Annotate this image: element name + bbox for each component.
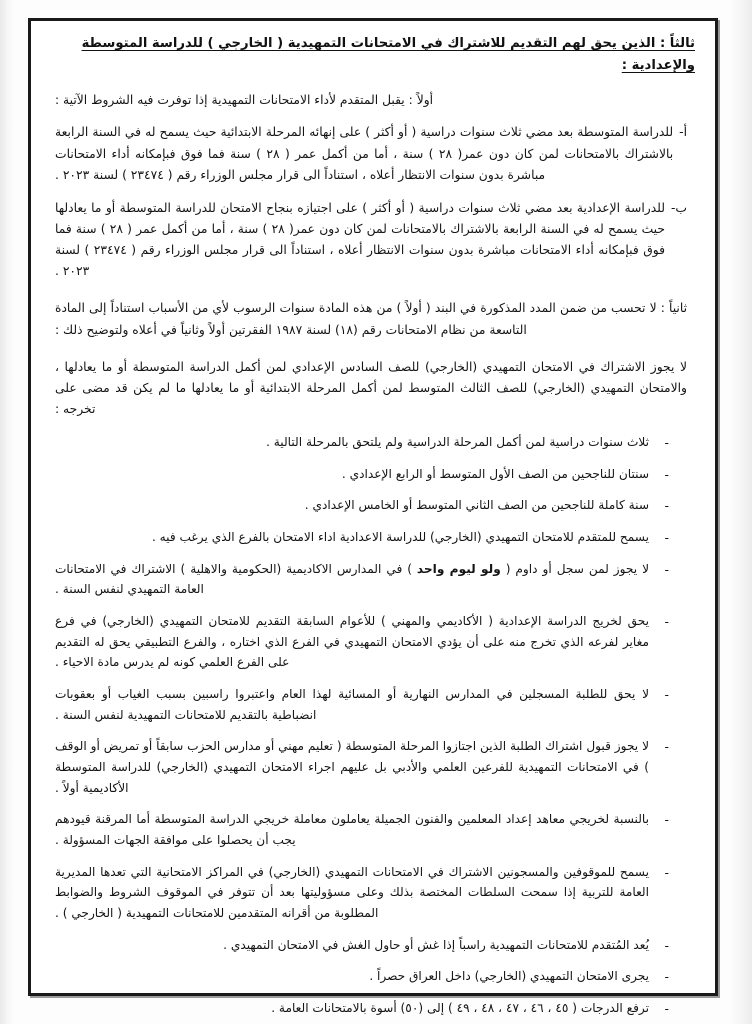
list-item: - يحق لخريج الدراسة الإعدادية ( الأكاديمي والمهني ) للأعوام السابقة التقديم للامتحان التمهيدي (الخارجي) في فرع مغاير لفرعه الذي تخرج منه على أن يؤدي الامتحان التمهيدي في الفرع الذي اختاره ، والفرع التطبيقي يحق له التقديم على الفرع العلمي كونه لم يدرس مادة الاحياء . <box>55 611 671 673</box>
list-item: - يسمح للمتقدم للامتحان التمهيدي (الخارجي) للدراسة الاعدادية اداء الامتحان بالفرع الذي يرغب فيه . <box>55 527 671 548</box>
list-item: - يسمح للموقوفين والمسجونين الاشتراك في الامتحانات التمهيدي (الخارجي) في المراكز الامتحانية التي تعدها المديرية العامة للتربية إذا سمحت السلطات المختصة بذلك وعلى مسؤوليتها بعد أن تتوفر في الموقوف الشروط والضوابط المطلوبة من أقرانه المتقدمين للامتحانات التمهيدية ( الخارجي ) . <box>55 862 671 924</box>
intro-first-clause: أولاً : يقبل المتقدم لأداء الامتحانات التمهيدية إذا توفرت فيه الشروط الآتية : <box>55 92 434 107</box>
lettered-item-a-text: للدراسة المتوسطة بعد مضي ثلاث سنوات دراسية ( أو أكثر ) على إنهائه المرحلة الابتدائية حيث يسمح له في السنة الرابعة بالاشتراك بالامتحانات لمن كان دون عمر( ٢٨ ) سنة ، أما من أكمل عمر ( ٢٨ ) سنة فما فوق فبإمكانه أداء الامتحانات مباشرة بدون سنوات الانتظار أعلاه ، استناداً الى قرار مجلس الوزراء رقم ( ٢٣٤٧٤ ) لسنة ٢٠٢٣ . <box>55 125 674 182</box>
lettered-item-b <box>55 198 687 283</box>
list-item: - سنتان للناجحين من الصف الأول المتوسط أو الرابع الإعدادي . <box>55 464 671 485</box>
list-item-with-emphasis <box>55 559 671 600</box>
list-item: - ترفع الدرجات ( ٤٥ ، ٤٦ ، ٤٧ ، ٤٨ ، ٤٩ ) إلى (٥٠) أسوة بالامتحانات العامة . <box>55 998 671 1019</box>
page-title-line-2: والإعدادية : <box>621 58 695 74</box>
restriction-paragraph: لا يجوز الاشتراك في الامتحان التمهيدي (الخارجي) للصف السادس الإعدادي لمن أكمل الدراسة المتوسطة أو ما يعادلها ، والامتحان التمهيدي (الخارجي) للصف الثالث المتوسط لمن أكمل المرحلة الابتدائية أو ما يعادلها ما لم يكن قد مضى على تخرجه : <box>55 359 687 416</box>
conditions-list <box>55 432 671 1018</box>
list-item-emphasis: ولو ليوم واحد <box>416 561 501 576</box>
document-body <box>31 21 715 1015</box>
list-item: - ثلاث سنوات دراسية لمن أكمل المرحلة الدراسية ولم يلتحق بالمرحلة التالية . <box>55 432 671 453</box>
lettered-item-b-marker: ب- <box>670 200 687 215</box>
list-item: - يجرى الامتحان التمهيدي (الخارجي) داخل العراق حصراً . <box>55 966 671 987</box>
lettered-item-a-marker: أ- <box>679 125 687 140</box>
list-item: - لا يحق للطلبة المسجلين في المدارس النهارية أو المسائية لهذا العام واعتبروا راسبين بسبب الغياب أو بعقوبات انضباطية بالتقديم للامتحانات التمهيدية لنفس السنة . <box>55 684 671 725</box>
document-frame <box>28 18 718 1015</box>
page-title-line-1: ثالثاً : الذين يحق لهم التقديم للاشتراك في الامتحانات التمهيدية ( الخارجي ) للدراسة المتوسطة <box>81 36 695 51</box>
page-title <box>49 33 695 77</box>
list-item: - يُعد المُتقدم للامتحانات التمهيدية راسباً إذا غش أو حاول الغش في الامتحان التمهيدي . <box>55 935 671 956</box>
list-item-text-before: لا يجوز لمن سجل أو داوم ( <box>500 561 649 576</box>
lettered-item-b-text: للدراسة الإعدادية بعد مضي ثلاث سنوات دراسية ( أو أكثر ) على اجتيازه بنجاح الامتحان للدراسة المتوسطة أو ما يعادلها حيث يسمح له في السنة الرابعة بالاشتراك بالامتحانات لمن كان دون عمر( ٢٨ ) سنة ، أما من أكمل عمر ( ٢٨ ) سنة فما فوق فبإمكانه أداء الامتحانات مباشرة بدون سنوات الانتظار أعلاه ، استناداً الى قرار مجلس الوزراء رقم ( ٢٣٤٧٤ ) لسنة ٢٠٢٣ . <box>55 200 665 279</box>
list-item: - سنة كاملة للناجحين من الصف الثاني المتوسط أو الخامس الإعدادي . <box>55 495 671 516</box>
intro-second-clause: ثانياً : لا تحسب من ضمن المدد المذكورة في البند ( أولاً ) من هذه المادة سنوات الرسوب لأي من الأسباب استناداً إلى المادة التاسعة من نظام الامتحانات رقم (١٨) لسنة ١٩٨٧ الفقرتين أولاً وثانياً في أعلاه ولتوضيح ذلك : <box>55 301 687 337</box>
list-item-text-after: ) في المدارس الاكاديمية (الحكومية والاهلية ) الاشتراك في الامتحانات العامة التمهيدي لنفس السنة . <box>55 561 417 597</box>
list-item: - لا يجوز قبول اشتراك الطلبة الذين اجتازوا المرحلة المتوسطة ( تعليم مهني أو مدارس الحزب سابقاً أو تمريض أو الوقف ) في الامتحانات التمهيدية للفرعين العلمي والأدبي بل عليهم اجراء الامتحان التمهيدي (الخارجي) للدراسة المتوسطة الأكاديمية أولاً . <box>55 736 671 798</box>
list-item: - بالنسبة لخريجي معاهد إعداد المعلمين والفنون الجميلة يعاملون معاملة خريجي الدراسة المتوسطة أما المرقنة قيودهم يجب أن يحصلوا على موافقة الجهات المسؤولة . <box>55 809 671 850</box>
lettered-item-a <box>55 122 687 185</box>
